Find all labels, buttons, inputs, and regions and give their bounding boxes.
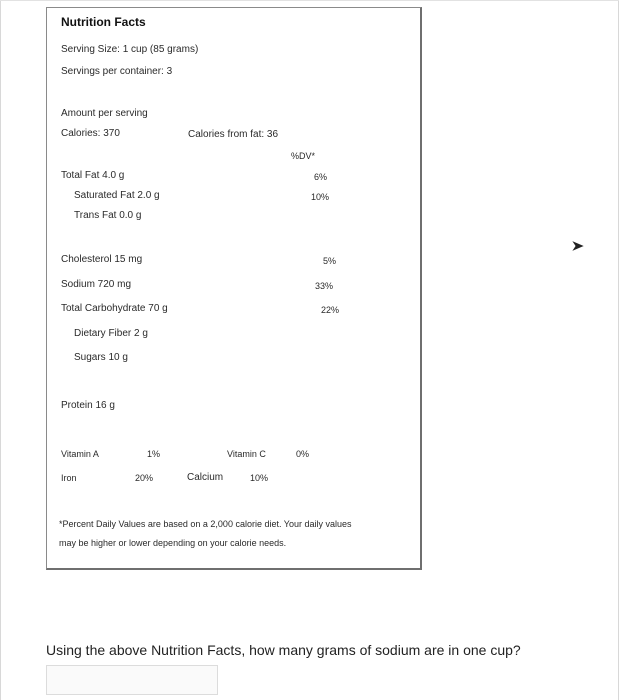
nutrient-total-carbohydrate: Total Carbohydrate 70 g: [61, 303, 168, 314]
calcium-label: Calcium: [187, 472, 224, 483]
iron-value: 20%: [135, 473, 154, 483]
footnote-line-2: may be higher or lower depending on your calorie needs.: [59, 538, 287, 548]
page-left-border: [0, 0, 1, 700]
page-right-border: [618, 0, 619, 700]
dv-cholesterol: 5%: [323, 256, 337, 266]
nutrient-dietary-fiber: Dietary Fiber 2 g: [74, 328, 148, 339]
dv-total-carbohydrate: 22%: [321, 305, 340, 315]
nutrient-cholesterol: Cholesterol 15 mg: [61, 254, 143, 265]
nutrient-total-fat: Total Fat 4.0 g: [61, 170, 125, 181]
label-title: Nutrition Facts: [61, 15, 146, 29]
vitamin-a-value: 1%: [147, 449, 161, 459]
question-text: Using the above Nutrition Facts, how many grams of sodium are in one cup?: [46, 642, 521, 658]
vitamin-c-label: Vitamin C: [227, 449, 266, 459]
arrow-pointer-icon: [570, 238, 586, 254]
nutrient-trans-fat: Trans Fat 0.0 g: [74, 210, 142, 221]
serving-size: Serving Size: 1 cup (85 grams): [61, 44, 199, 55]
dv-saturated-fat: 10%: [311, 192, 330, 202]
calories-from-fat: Calories from fat: 36: [188, 129, 279, 140]
iron-label: Iron: [61, 473, 77, 483]
vitamin-c-value: 0%: [296, 449, 310, 459]
footnote-line-1: *Percent Daily Values are based on a 2,000 calorie diet. Your daily values: [59, 519, 352, 529]
nutrient-protein: Protein 16 g: [61, 400, 115, 411]
amount-per-serving: Amount per serving: [61, 108, 148, 119]
dv-header: %DV*: [291, 151, 316, 161]
servings-per-container: Servings per container: 3: [61, 66, 173, 77]
nutrient-saturated-fat: Saturated Fat 2.0 g: [74, 190, 160, 201]
nutrient-sodium: Sodium 720 mg: [61, 279, 132, 290]
dv-sodium: 33%: [315, 281, 334, 291]
calcium-value: 10%: [250, 473, 269, 483]
page-top-border: [0, 0, 619, 1]
answer-input[interactable]: [46, 665, 218, 695]
nutrition-facts-panel: [46, 7, 422, 570]
calories: Calories: 370: [61, 128, 120, 139]
nutrient-sugars: Sugars 10 g: [74, 352, 128, 363]
dv-total-fat: 6%: [314, 172, 328, 182]
vitamin-a-label: Vitamin A: [61, 449, 99, 459]
